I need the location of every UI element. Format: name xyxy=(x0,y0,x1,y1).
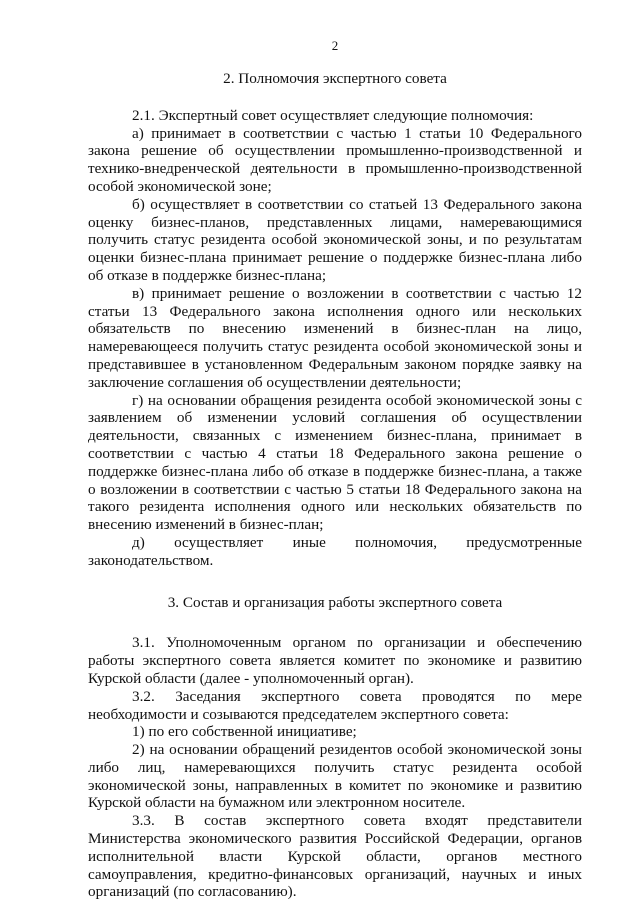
paragraph-2-1-v: в) принимает решение о возложении в соответствии с частью 12 статьи 13 Федерального закона исполнения одного или нескольких обязательств по внесению изменений в бизнес-план на лицо, намеревающееся получить статус резидента особой экономической зоны и представившее в установленном Федеральным законом порядке заявку на заключение соглашения об осуществлении деятельности; xyxy=(88,284,582,391)
section-heading-powers: 2. Полномочия экспертного совета xyxy=(223,70,447,87)
paragraph-2-1-a: а) принимает в соответствии с частью 1 статьи 10 Федерального закона решение об осуществлении промышленно-производственной и технико-внедренческой деятельности в промышленно-производственной особой экономической зоне; xyxy=(88,124,582,195)
paragraph-3-2-2: 2) на основании обращений резидентов особой экономической зоны либо лиц, намеревающихся получить статус резидента особой экономической зоны, направленных в комитет по экономике и развитию Курской области на бумажном или электронном носителе. xyxy=(88,741,582,812)
paragraph-2-1: 2.1. Экспертный совет осуществляет следующие полномочия: xyxy=(132,106,534,124)
paragraph-3-1: 3.1. Уполномоченным органом по организации и обеспечению работы экспертного совета является комитет по экономике и развитию Курской области (далее - уполномоченный орган). xyxy=(88,634,582,687)
paragraph-3-2-1: 1) по его собственной инициативе; xyxy=(132,723,357,741)
section-heading-composition: 3. Состав и организация работы экспертного совета xyxy=(167,593,503,611)
paragraph-3-3: 3.3. В состав экспертного совета входят представители Министерства экономического развития Российской Федерации, органов исполнительной власти Курской области, органов местного самоуправления, кредитно-финансовых организаций, научных и иных организаций (по согласованию). xyxy=(88,812,582,901)
page-number: 2 xyxy=(331,38,339,53)
paragraph-2-1-d: д) осуществляет иные полномочия, предусмотренные законодательством. xyxy=(88,533,582,569)
paragraph-2-1-b: б) осуществляет в соответствии со статьей 13 Федерального закона оценку бизнес-планов, представленных лицами, намеревающимися получить статус резидента особой экономической зоны, и по результатам оценки бизнес-плана принимает решение о поддержке бизнес-плана либо об отказе в поддержке бизнес-плана; xyxy=(88,195,582,284)
paragraph-2-1-g: г) на основании обращения резидента особой экономической зоны с заявлением об изменении условий соглашения об осуществлении деятельности, связанных с изменением бизнес-плана, принимает в соответствии с частью 4 статьи 18 Федерального закона решение о поддержке бизнес-плана либо об отказе в поддержке бизнес-плана, а также о возложении в соответствии с частью 5 статьи 18 Федерального закона на такого резидента исполнения одного или нескольких обязательств по внесению изменений в бизнес-план; xyxy=(88,391,582,534)
paragraph-3-2: 3.2. Заседания экспертного совета проводятся по мере необходимости и созываются председателем экспертного совета: xyxy=(88,687,582,723)
